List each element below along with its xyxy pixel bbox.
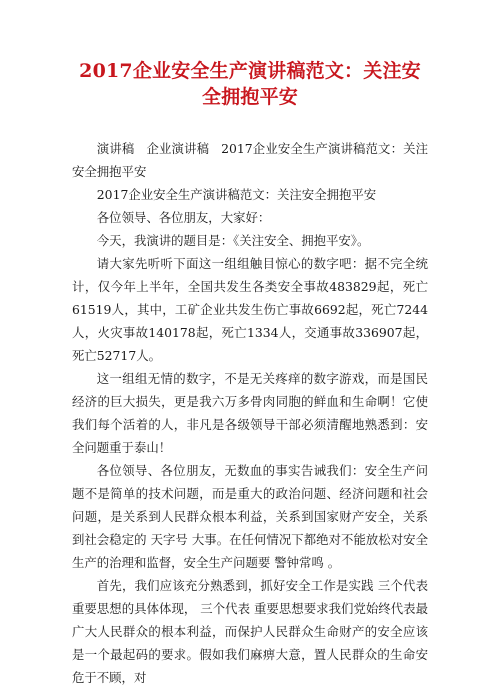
category-label-2: 企业演讲稿: [146, 141, 210, 156]
document-title: 2017企业安全生产演讲稿范文：关注安全拥抱平安: [79, 60, 421, 108]
paragraph-greeting: 各位领导、各位朋友，大家好：: [96, 210, 271, 225]
paragraph-topic: 今天，我演讲的题目是：《关注安全、拥抱平安》。: [96, 233, 370, 248]
category-article-title: 2017企业安全生产演讲稿范文：关注安全拥抱平安: [72, 141, 429, 179]
paragraph-repeat-title: 2017企业安全生产演讲稿范文：关注安全拥抱平安: [96, 187, 377, 202]
category-line: [72, 137, 428, 183]
paragraph-first-point: 首先，我们应该充分熟悉到，抓好安全工作是实践 三个代表 重要思想的具体体现， 三个代表 重要思想要求我们党始终代表最广大人民群众的根本利益，而保护人民群众生命财产的安全应该是一个最起码的要求。假如我们麻痹大意，置人民群众的生命安危于不顾，对: [72, 578, 428, 685]
paragraph-statistics: 请大家先听听下面这一组组触目惊心的数字吧：据不完全统计，仅今年上半年，全国共发生各类安全事故483829起，死亡61519人，其中，工矿企业共发生伤亡事故6692起，死亡7244人，火灾事故140178起，死亡1334人，交通事故336907起，死亡52717人。: [72, 256, 428, 363]
category-label-1: 演讲稿: [96, 141, 135, 156]
paragraph-warning: 各位领导、各位朋友，无数血的事实告诫我们：安全生产问题不是简单的技术问题，而是重大的政治问题、经济问题和社会问题，是关系到人民群众根本利益，关系到国家财产安全，关系到社会稳定的 天字号 大事。在任何情况下都绝对不能放松对安全生产的治理和监督，安全生产问题要 警钟常鸣 。: [72, 463, 428, 570]
paragraph-consequence: 这一组组无情的数字，不是无关疼痒的数字游戏，而是国民经济的巨大损失，更是我六万多骨肉同胞的鲜血和生命啊！它使我们每个活着的人，非凡是各级领导干部必须清醒地熟悉到：安全问题重于泰山！: [72, 371, 428, 455]
document-body: [72, 137, 428, 689]
